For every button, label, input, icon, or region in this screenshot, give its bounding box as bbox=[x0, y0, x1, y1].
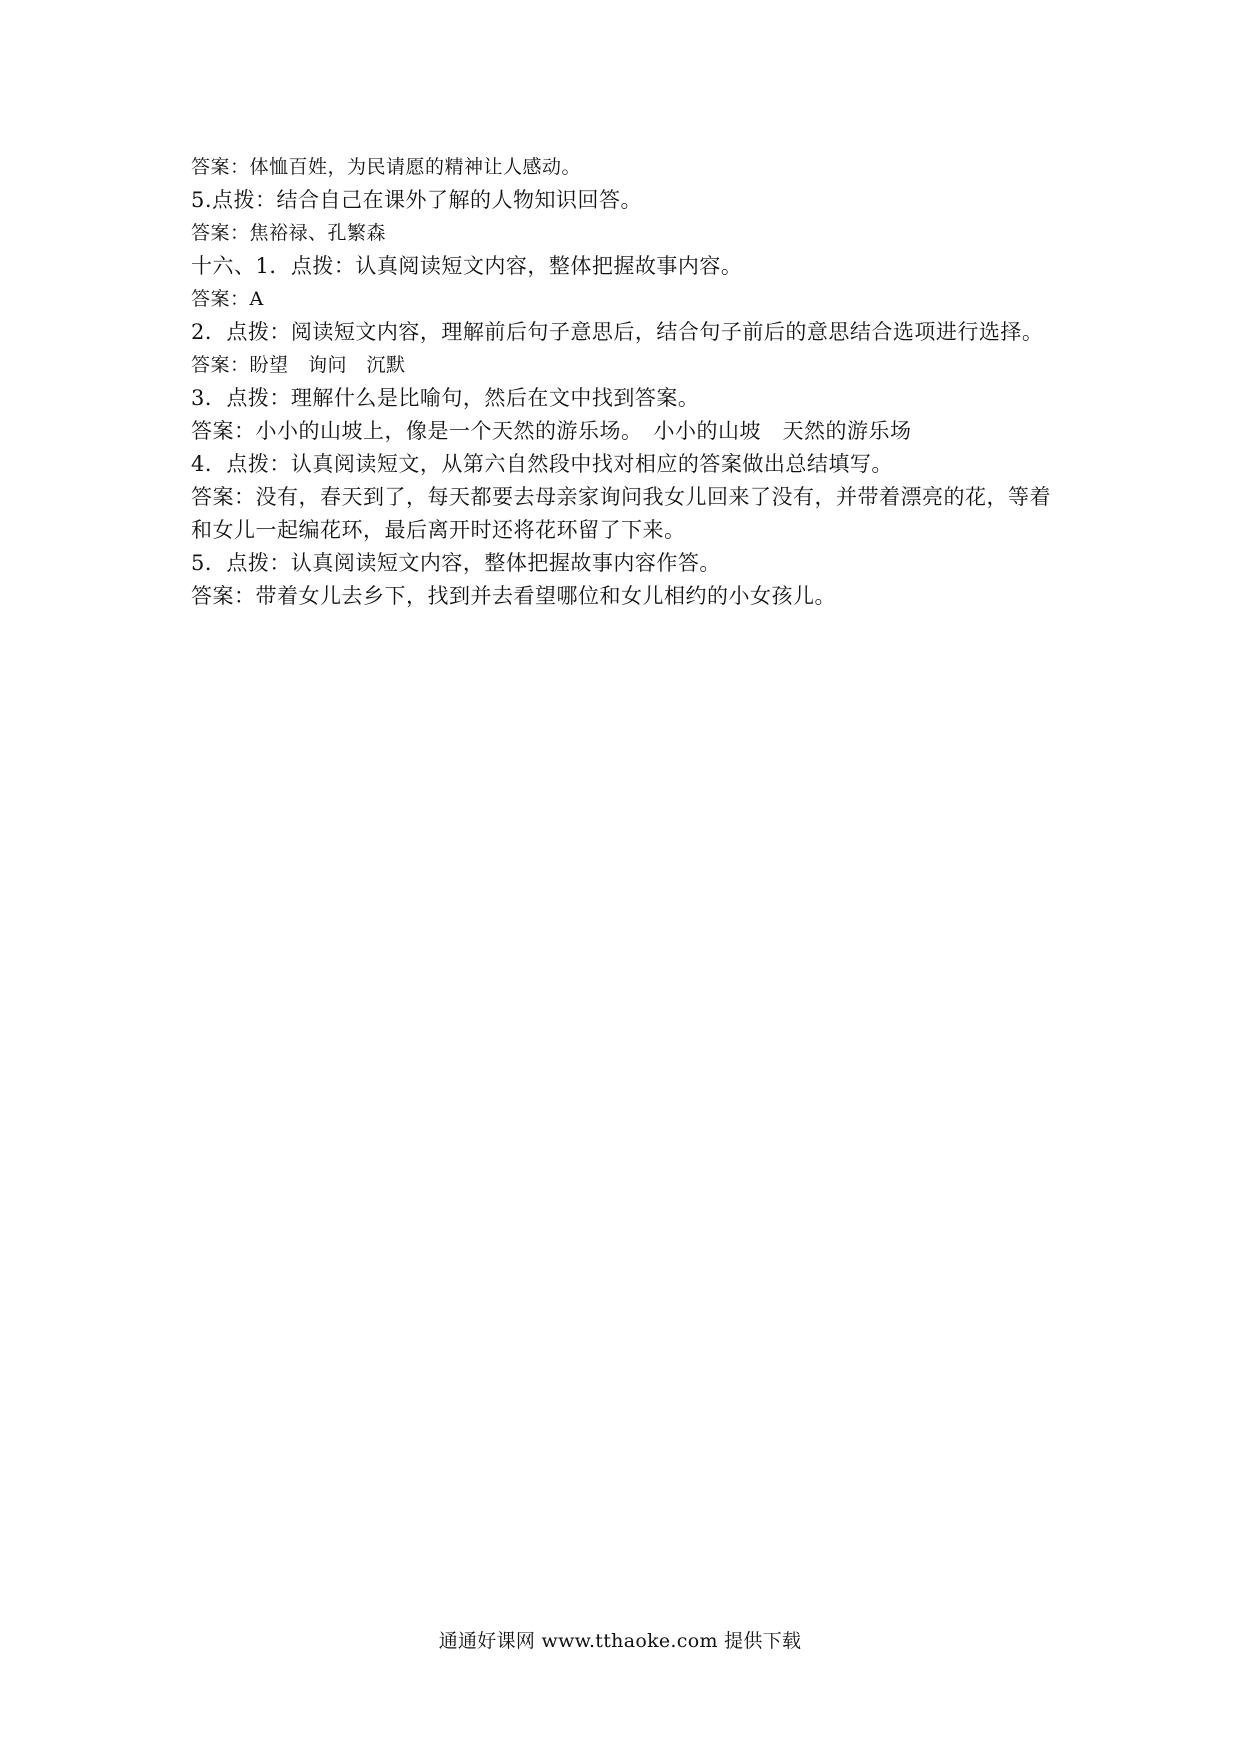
answer-line: 答案：体恤百姓，为民请愿的精神让人感动。 bbox=[191, 156, 582, 178]
answer-line: 答案：没有，春天到了，每天都要去母亲家询问我女儿回来了没有，并带着漂亮的花，等着和女儿一起编花环，最后离开时还将花环留了下来。 bbox=[191, 485, 1051, 542]
hint-line: 4．点拨：认真阅读短文，从第六自然段中找对相应的答案做出总结填写。 bbox=[191, 452, 893, 476]
answer-line: 答案：小小的山坡上，像是一个天然的游乐场。 小小的山坡 天然的游乐场 bbox=[191, 419, 912, 443]
answer-line: 答案：带着女儿去乡下，找到并去看望哪位和女儿相约的小女孩儿。 bbox=[191, 584, 836, 608]
answer-line: 答案：A bbox=[191, 288, 264, 310]
section-heading-line: 十六、1．点拨：认真阅读短文内容，整体把握故事内容。 bbox=[191, 254, 743, 278]
answer-line: 答案：焦裕禄、孔繁森 bbox=[191, 222, 387, 244]
answer-content bbox=[191, 151, 1071, 613]
hint-line: 5．点拨：认真阅读短文内容，整体把握故事内容作答。 bbox=[191, 551, 721, 575]
hint-line: 5.点拨：结合自己在课外了解的人物知识回答。 bbox=[191, 188, 643, 212]
answer-line: 答案：盼望 询问 沉默 bbox=[191, 354, 406, 376]
page-footer: 通通好课网 www.tthaoke.com 提供下载 bbox=[438, 1630, 802, 1652]
hint-line: 2．点拨：阅读短文内容，理解前后句子意思后，结合句子前后的意思结合选项进行选择。 bbox=[191, 320, 1044, 344]
hint-line: 3．点拨：理解什么是比喻句，然后在文中找到答案。 bbox=[191, 386, 700, 410]
